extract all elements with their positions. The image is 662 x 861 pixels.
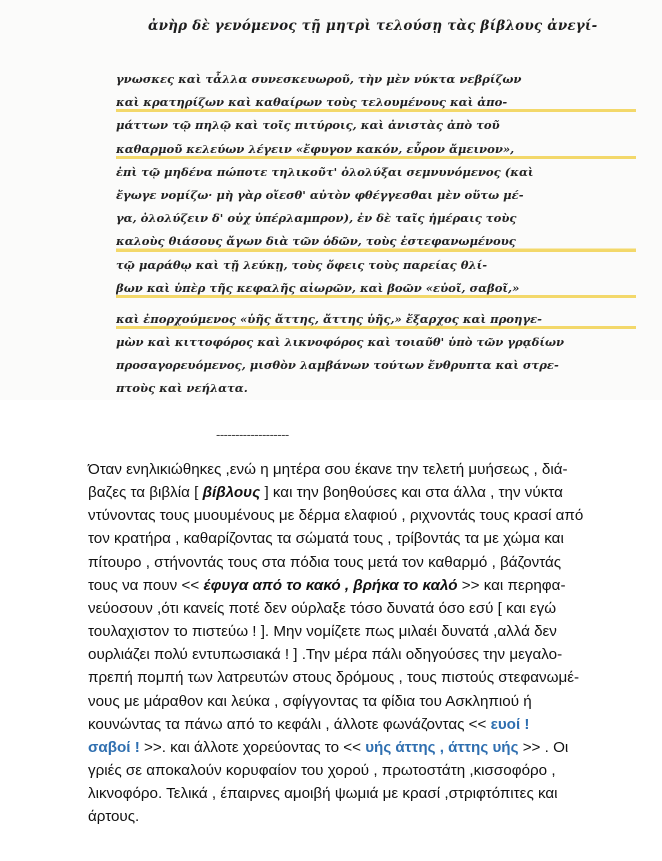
translation-line: τους να πουν << έφυγα από το κακό , βρήκα το καλό >> και περηφα- [88,576,566,594]
translation-line: νεύοσουν ,ότι κανείς ποτέ δεν ούρλαξε τόσο δυνατά όσο εσύ [ και εγώ [88,599,557,617]
scan-line: μάττων τῷ πηλῷ καὶ τοῖς πιτύροις, καὶ ἀνιστὰς ἀπὸ τοῦ [116,118,500,133]
translation-line: τουλαχιστον το πιστεύω ! ]. Μην νομίζετε πως μιλαέι δυνατά ,αλλά δεν [88,623,557,641]
translation-line: πίτουρο , στήνοντάς τους στα πόδια τους μετά τον καθαρμό , βάζοντάς [88,553,562,571]
translation-line: βαζες τα βιβλία [ βίβλους ] και την βοηθούσες και στα άλλα , την νύκτα [88,484,563,502]
scan-line: μὼν καὶ κιττοφόρος καὶ λικνοφόρος καὶ τοιαῦθ' ὑπὸ τῶν γρᾳδίων [116,335,565,349]
scan-line: τῷ μαράθῳ καὶ τῇ λεύκῃ, τοὺς ὄφεις τοὺς παρείας θλί- [116,257,488,272]
translation-line: τον κρατήρα , καθαρίζοντας τα σώματά τους , τρίβοντάς τα με χώμα και [88,530,564,548]
scan-line: ἐπὶ τῷ μηδένα πώποτε τηλικοῦτ' ὀλολύξαι σεμνυνόμενος (καὶ [116,164,534,179]
translation-line: νους με μάραθον και λεύκα , σφίγγοντας τα φίδια του Ασκληπιού ή [88,692,532,710]
cry-euoi: ευοί ! [490,715,530,733]
quote-efyga: έφυγα από το κακό , βρήκα το καλό [203,576,458,594]
scan-paragraph [116,68,636,300]
scan-line: καθαρμοῦ κελεύων λέγειν «ἔφυγον κακόν, εὗρον ἄμεινον», [116,138,636,161]
translation-line: Όταν ενηλικιώθηκες ,ενώ η μητέρα σου έκανε την τελετή μυήσεως , διά- [88,461,568,478]
scan-line: προσαγορευόμενος, μισθὸν λαμβάνων τούτων ἔνθρυπτα καὶ στρε- [116,358,559,372]
term-biblous: βίβλους [202,484,261,502]
translation-line: άρτους. [88,808,140,826]
translation-line: ντύνοντας τους μυουμένους με δέρμα ελαφιού , ριχνοντάς τους κρασί από [88,507,584,525]
translation-line: γριές σε αποκαλούν κορυφαίον του χορού , πρωτοστάτη ,κισσοφόρο , [88,762,556,780]
cry-yis-attis: υής άττης , άττης υής [365,738,519,756]
translation-line: λικνοφόρο. Τελικά , έπαιρνες αμοιβή ψωμιά με κρασί ,στριφτόπιτες και [88,785,558,803]
scan-line: καὶ κρατηρίζων καὶ καθαίρων τοὺς τελουμένους καὶ ἀπο- [116,91,636,114]
modern-greek-translation [88,458,628,829]
scan-paragraph-2 [116,308,636,400]
translation-line: πρεπή πομπή των λατρευτών στους δρόμους , τους πιστούς στεφανωμέ- [88,669,580,687]
scan-line: καὶ ἐπορχούμενος «ὑῆς ἄττης, ἄττης ὑῆς,» ἔξαρχος καὶ προηγε- [116,308,636,331]
translation-line: κουνώντας τα πάνω από το κεφάλι , άλλοτε φωνάζοντας << ευοί ! [88,715,530,733]
scan-line: πτοὺς καὶ νεήλατα. [116,381,248,395]
scan-line: καλοὺς θιάσους ἄγων διὰ τῶν ὁδῶν, τοὺς ἐστεφανωμένους [116,230,636,253]
scan-line: γνωσκες καὶ τἆλλα συνεσκευωροῦ, τὴν μὲν νύκτα νεβρίζων [116,72,522,86]
cry-savoi: σαβοί ! [88,738,140,756]
translation-line: ουρλιάζει πολύ εντυπωσιακά ! ] .Την μέρα πάλι οδηγούσες την μεγαλο- [88,646,563,664]
scan-line: ἔγωγε νομίζω· μὴ γὰρ οἴεσθ' αὐτὸν φθέγγεσθαι μὲν οὕτω μέ- [116,188,524,203]
scanned-greek-text [0,0,662,400]
scan-line: βων καὶ ὑπὲρ τῆς κεφαλῆς αἰωρῶν, καὶ βοῶν «εὐοῖ, σαβοῖ,» [116,277,636,300]
scan-header-line: ἀνὴρ δὲ γενόμενος τῇ μητρὶ τελούσῃ τὰς βίβλους ἀνεγί- [148,18,598,34]
scan-line: γα, ὀλολύζειν δ' οὐχ ὑπέρλαμπρον), ἐν δὲ ταῖς ἡμέραις τοὺς [116,211,517,226]
translation-line: σαβοί ! >>. και άλλοτε χορεύοντας το << υής άττης , άττης υής >> . Οι [88,738,569,756]
section-divider: ------------------- [216,427,289,442]
